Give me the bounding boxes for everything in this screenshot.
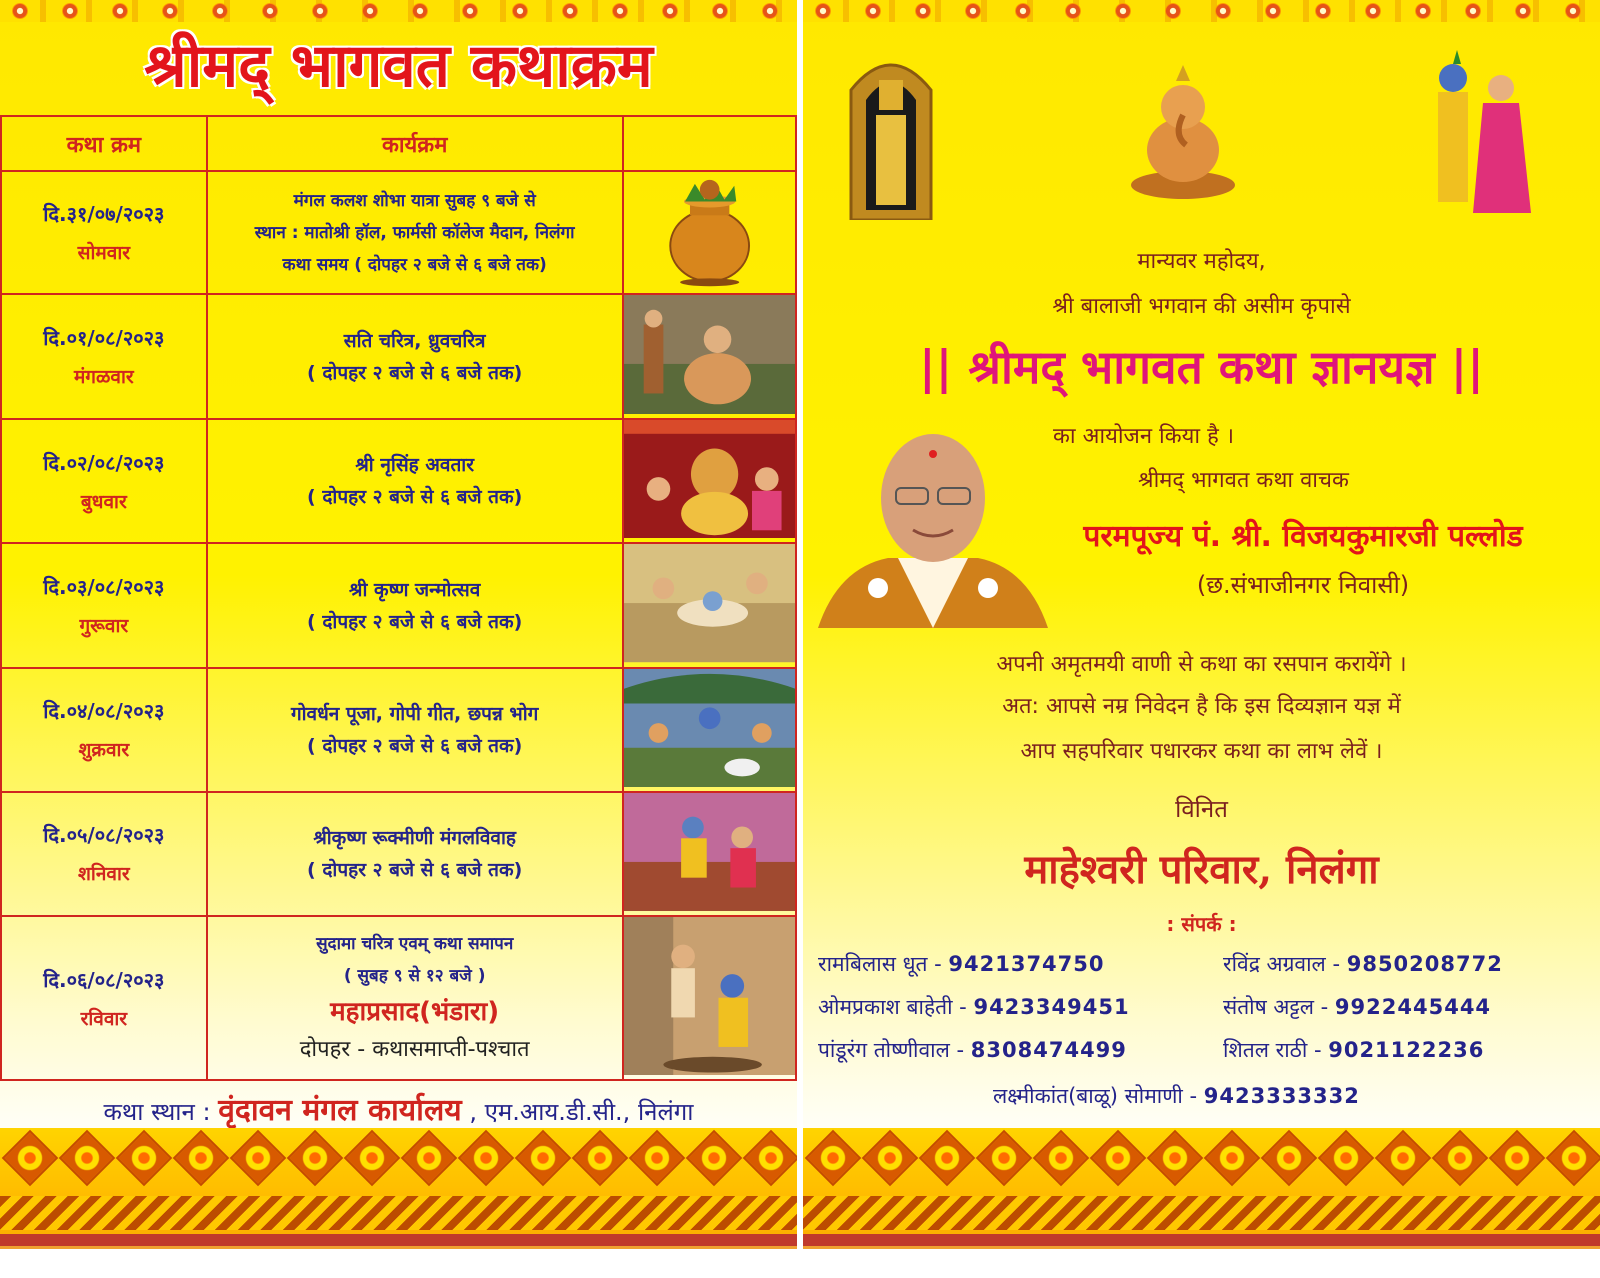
salutation: मान्यवर महोदय, <box>1137 249 1266 274</box>
speaker-label: श्रीमद् भागवत कथा वाचक <box>1138 468 1349 493</box>
contact-name: रामबिलास धूत - <box>818 952 942 976</box>
program-line: ( दोपहर २ बजे से ६ बजे तक) <box>307 858 523 881</box>
program-line: सुदामा चरित्र एवम् कथा समापन <box>316 934 514 955</box>
program-line: श्रीकृष्ण रूक्मीणी मंगलविवाह <box>313 826 517 849</box>
image-cell <box>623 792 796 916</box>
flower-ornament <box>915 3 931 19</box>
top-decorative-strip <box>803 0 1600 22</box>
flower-ornament <box>712 3 728 19</box>
contact-name: पांडूरंग तोष्णीवाल - <box>818 1038 965 1062</box>
image-cell <box>623 916 796 1081</box>
radha-krishna-deity-image <box>1413 48 1538 218</box>
program-cell <box>207 668 623 792</box>
program-line: गोवर्धन पूजा, गोपी गीत, छपन्न भोग <box>290 702 539 725</box>
flower-ornament <box>1265 3 1281 19</box>
diamond-ornament <box>1090 1130 1147 1187</box>
schedule-panel <box>0 0 797 1278</box>
image-cell <box>623 543 796 667</box>
program-line: ( दोपहर २ बजे से ६ बजे तक) <box>307 734 523 757</box>
program-cell <box>207 419 623 543</box>
date-cell <box>1 419 207 543</box>
program-cell <box>207 543 623 667</box>
row-day: सोमवार <box>77 242 131 265</box>
diamond-ornament <box>1432 1130 1489 1187</box>
blessing-line: श्री बालाजी भगवान की असीम कृपासे <box>1052 294 1351 319</box>
row-day: शुक्रवार <box>78 739 130 762</box>
contact-heading: : संपर्क : <box>1166 912 1237 936</box>
bottom-decorative-border <box>803 1128 1600 1278</box>
flower-ornament <box>865 3 881 19</box>
flower-ornament <box>1165 3 1181 19</box>
program-line: ( दोपहर २ बजे से ६ बजे तक) <box>307 361 523 384</box>
program-line: सति चरित्र, ध्रुवचरित्र <box>343 329 486 352</box>
row-day: मंगळवार <box>73 366 134 389</box>
image-cell <box>623 668 796 792</box>
diamond-ornament <box>743 1130 797 1187</box>
diamond-ornament <box>287 1130 344 1187</box>
date-cell <box>1 668 207 792</box>
date-cell <box>1 543 207 667</box>
contact-phone: 9021122236 <box>1328 1038 1485 1062</box>
program-line: मंगल कलश शोभा यात्रा सुबह ९ बजे से <box>293 190 536 211</box>
table-row <box>1 668 796 792</box>
diamond-ornament <box>686 1130 743 1187</box>
row-date: दि.०५/०८/२०२३ <box>43 823 165 848</box>
speaker-place: (छ.संभाजीनगर निवासी) <box>1196 571 1410 599</box>
invite-line: अपनी अमृतमयी वाणी से कथा का रसपान करायेंगे । <box>996 652 1407 677</box>
image-cell <box>623 171 796 294</box>
header-program: कार्यक्रम <box>207 116 623 171</box>
venue-name: वृंदावन मंगल कार्यालय <box>218 1093 462 1128</box>
contact-name: ओमप्रकाश बाहेती - <box>818 995 967 1019</box>
row-day: शनिवार <box>78 863 130 886</box>
diamond-ornament <box>515 1130 572 1187</box>
invite-line: आप सहपरिवार पधारकर कथा का लाभ लेवें । <box>1020 739 1383 764</box>
rukmini-vivah-painting-icon <box>624 793 795 911</box>
date-cell <box>1 294 207 419</box>
table-row <box>1 792 796 916</box>
row-day: बुधवार <box>80 490 127 513</box>
flower-ornament <box>262 3 278 19</box>
date-cell <box>1 171 207 294</box>
row-day: रविवार <box>80 1007 128 1030</box>
venue-line <box>0 1088 797 1129</box>
flower-ornament <box>1565 3 1581 19</box>
flower-ornament <box>662 3 678 19</box>
image-cell <box>623 419 796 543</box>
flower-ornament <box>762 3 778 19</box>
contact-phone: 9421374750 <box>948 952 1105 976</box>
narasimha-painting-icon <box>624 420 795 538</box>
table-row <box>1 171 796 294</box>
speaker-portrait <box>818 418 1048 628</box>
flower-ornament <box>1465 3 1481 19</box>
diamond-ornament <box>401 1130 458 1187</box>
balaji-deity-image <box>841 40 941 220</box>
flower-ornament <box>512 3 528 19</box>
row-date: दि.०२/०८/२०२३ <box>43 450 165 475</box>
family-name: माहेश्वरी परिवार, निलंगा <box>1024 846 1379 893</box>
diamond-ornament <box>458 1130 515 1187</box>
diamond-ornament <box>116 1130 173 1187</box>
diamond-ornament <box>344 1130 401 1187</box>
schedule-table <box>0 115 797 1081</box>
table-row <box>1 419 796 543</box>
venue-label: कथा स्थान : <box>103 1098 211 1126</box>
program-cell <box>207 916 623 1081</box>
contact-phone: 9423333332 <box>1203 1084 1360 1108</box>
diamond-ornament <box>59 1130 116 1187</box>
flower-ornament <box>1365 3 1381 19</box>
contact-phone: 9922445444 <box>1334 995 1492 1019</box>
diamond-ornament <box>230 1130 287 1187</box>
contact-item <box>818 1036 1127 1064</box>
flower-ornament <box>1515 3 1531 19</box>
contact-item <box>1223 950 1503 978</box>
organized-line: का आयोजन किया है । <box>1053 424 1235 449</box>
diamond-ornament <box>1033 1130 1090 1187</box>
flower-ornament <box>1115 3 1131 19</box>
schedule-header-row <box>1 116 796 171</box>
diamond-ornament <box>572 1130 629 1187</box>
row-date: दि.०३/०८/२०२३ <box>43 575 165 600</box>
contact-phone: 9850208772 <box>1346 952 1503 976</box>
speaker-name: परमपूज्य पं. श्री. विजयकुमारजी पल्लोड <box>1083 519 1523 554</box>
flower-ornament <box>412 3 428 19</box>
program-line: ( सुबह ९ से १२ बजे ) <box>343 966 486 987</box>
krishna-birth-painting-icon <box>624 544 795 662</box>
table-row <box>1 294 796 419</box>
diamond-ornament <box>173 1130 230 1187</box>
header-image <box>623 116 796 171</box>
flower-ornament <box>62 3 78 19</box>
govardhan-painting-icon <box>624 669 795 787</box>
schedule-title: श्रीमद् भागवत कथाक्रम <box>144 31 653 101</box>
image-cell <box>623 294 796 419</box>
program-cell <box>207 171 623 294</box>
date-cell <box>1 916 207 1081</box>
flower-ornament <box>1065 3 1081 19</box>
flower-ornament <box>212 3 228 19</box>
contact-name: शितल राठी - <box>1223 1038 1322 1062</box>
flower-ornament <box>562 3 578 19</box>
contact-item <box>1223 1036 1484 1064</box>
flower-ornament <box>1215 3 1231 19</box>
flower-ornament <box>12 3 28 19</box>
diamond-ornament <box>1261 1130 1318 1187</box>
flower-ornament <box>965 3 981 19</box>
diamond-ornament <box>862 1130 919 1187</box>
flower-ornament <box>1315 3 1331 19</box>
diamond-ornament <box>1546 1130 1600 1187</box>
flower-ornament <box>162 3 178 19</box>
table-row <box>1 916 796 1081</box>
row-date: दि.०६/०८/२०२३ <box>43 967 165 992</box>
program-line: ( दोपहर २ बजे से ६ बजे तक) <box>307 610 523 633</box>
program-line: दोपहर - कथासमाप्ती-पश्चात <box>299 1037 530 1063</box>
flower-ornament <box>815 3 831 19</box>
diamond-ornament <box>629 1130 686 1187</box>
table-row <box>1 543 796 667</box>
flower-ornament <box>112 3 128 19</box>
contact-phone: 8308474499 <box>970 1038 1127 1062</box>
vinit-label: विनित <box>1175 795 1228 823</box>
diamond-ornament <box>1375 1130 1432 1187</box>
row-date: दि.०१/०८/२०२३ <box>43 326 165 351</box>
program-line: ( दोपहर २ बजे से ६ बजे तक) <box>307 486 523 509</box>
header-date: कथा क्रम <box>1 116 207 171</box>
flower-ornament <box>362 3 378 19</box>
diamond-ornament <box>1147 1130 1204 1187</box>
kalash-icon <box>624 172 795 289</box>
diamond-ornament <box>976 1130 1033 1187</box>
contact-item <box>818 993 1130 1021</box>
diamond-ornament <box>1489 1130 1546 1187</box>
invitation-panel <box>803 0 1600 1278</box>
contact-item <box>1223 993 1491 1021</box>
program-line: श्री कृष्ण जन्मोत्सव <box>349 578 481 601</box>
diamond-ornament <box>1204 1130 1261 1187</box>
flower-ornament <box>612 3 628 19</box>
flower-ornament <box>312 3 328 19</box>
row-date: दि.०४/०८/२०२३ <box>43 699 165 724</box>
flower-ornament <box>1415 3 1431 19</box>
contact-item <box>818 950 1105 978</box>
contact-name: संतोष अट्टल - <box>1223 995 1329 1019</box>
contact-phone: 9423349451 <box>973 995 1130 1019</box>
ganesh-deity-image <box>1128 65 1238 200</box>
program-line: स्थान : मातोश्री हॉल, फार्मसी कॉलेज मैदान, निलंगा <box>254 222 575 243</box>
flower-ornament <box>1015 3 1031 19</box>
venue-rest: , एम.आय.डी.सी., निलंगा <box>469 1098 694 1126</box>
diamond-ornament <box>919 1130 976 1187</box>
program-cell <box>207 792 623 916</box>
top-decorative-strip <box>0 0 797 22</box>
event-title: || श्रीमद् भागवत कथा ज्ञानयज्ञ || <box>918 340 1485 394</box>
program-cell <box>207 294 623 419</box>
diamond-ornament <box>2 1130 59 1187</box>
flower-ornament <box>462 3 478 19</box>
bottom-decorative-border <box>0 1128 797 1278</box>
program-line: कथा समय ( दोपहर २ बजे से ६ बजे तक) <box>282 254 547 275</box>
row-day: गुरूवार <box>79 615 129 638</box>
contact-name: लक्ष्मीकांत(बाळू) सोमाणी - <box>993 1084 1198 1108</box>
sudama-painting-icon <box>624 917 795 1076</box>
program-line: श्री नृसिंह अवतार <box>355 454 474 477</box>
sati-dhruv-painting-icon <box>624 295 795 414</box>
mahaprasad-label: महाप्रसाद(भंडारा) <box>330 997 500 1028</box>
invite-line: अत: आपसे नम्र निवेदन है कि इस दिव्यज्ञान यज्ञ में <box>1002 694 1401 719</box>
contact-name: रविंद्र अग्रवाल - <box>1223 952 1341 976</box>
date-cell <box>1 792 207 916</box>
row-date: दि.३१/०७/२०२३ <box>43 202 165 227</box>
contact-item <box>993 1082 1360 1110</box>
diamond-ornament <box>1318 1130 1375 1187</box>
diamond-ornament <box>805 1130 862 1187</box>
